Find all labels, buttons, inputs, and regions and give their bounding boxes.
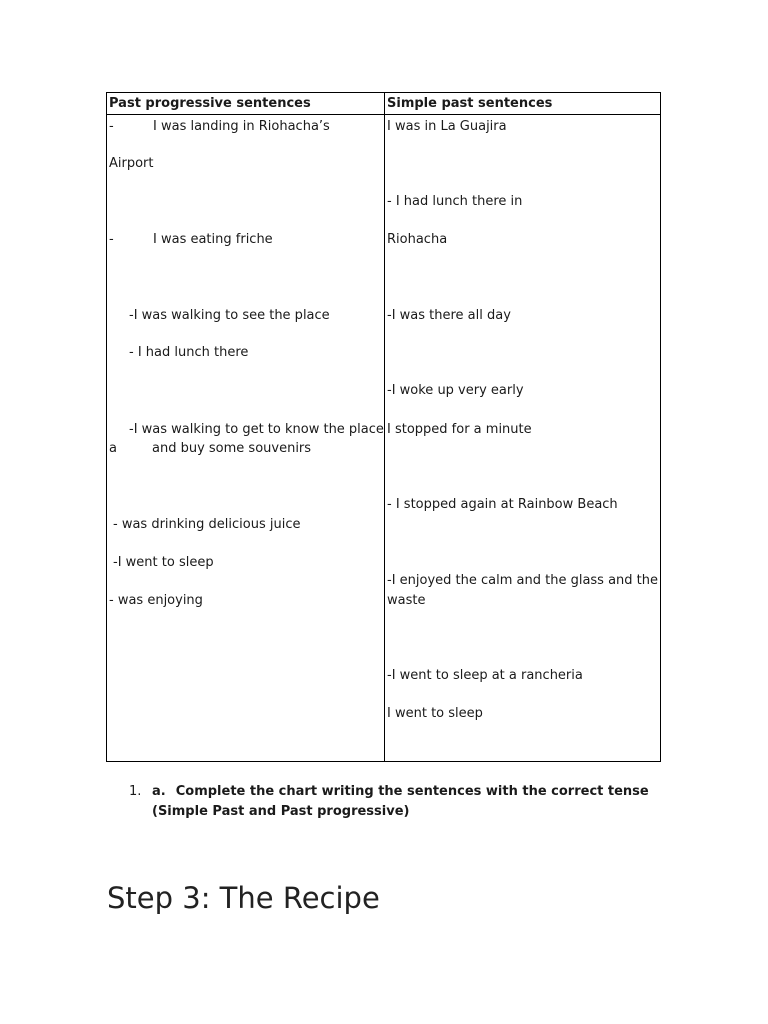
left-row-1-dash: - (109, 119, 114, 134)
left-row-3-text: I was eating friche (153, 232, 273, 247)
list-number: 1. (129, 784, 142, 799)
instruction-body: Complete the chart writing the sentences with the correct tense (Simple Past and Past progressive) (152, 784, 649, 819)
column-divider (384, 93, 385, 761)
left-row-10-text: - was enjoying (109, 593, 203, 608)
right-row-5-text: -I woke up very early (387, 383, 524, 398)
left-row-9-text: -I went to sleep (113, 555, 214, 570)
left-row-7-dash: a (109, 441, 117, 456)
right-row-11-text: I went to sleep (387, 706, 483, 721)
right-row-4-text: -I was there all day (387, 308, 511, 323)
right-row-3-text: Riohacha (387, 232, 448, 247)
header-past-progressive: Past progressive sentences (109, 96, 311, 111)
left-row-7-text: and buy some souvenirs (152, 441, 312, 456)
left-row-5-text: - I had lunch there (129, 345, 249, 360)
instruction-label: a. (152, 784, 166, 799)
left-row-3-dash: - (109, 232, 114, 247)
header-simple-past: Simple past sentences (387, 96, 553, 111)
sentence-chart-table (106, 92, 661, 762)
right-row-9-text: waste (387, 593, 426, 608)
step-heading: Step 3: The Recipe (107, 881, 380, 915)
instruction-text (152, 782, 672, 822)
right-row-8-text: -I enjoyed the calm and the glass and the (387, 573, 659, 588)
right-row-7-text: - I stopped again at Rainbow Beach (387, 497, 618, 512)
left-row-6-text: -I was walking to get to know the place (129, 422, 384, 437)
right-row-6-text: I stopped for a minute (387, 422, 532, 437)
left-row-1-text: I was landing in Riohacha’s (153, 119, 330, 134)
left-row-4-text: -I was walking to see the place (129, 308, 330, 323)
header-row-rule (107, 114, 660, 115)
right-row-2-text: - I had lunch there in (387, 194, 523, 209)
right-row-1-text: I was in La Guajira (387, 119, 507, 134)
left-row-8-text: - was drinking delicious juice (113, 517, 301, 532)
left-row-2-text: Airport (109, 156, 154, 171)
right-row-10-text: -I went to sleep at a rancheria (387, 668, 583, 683)
